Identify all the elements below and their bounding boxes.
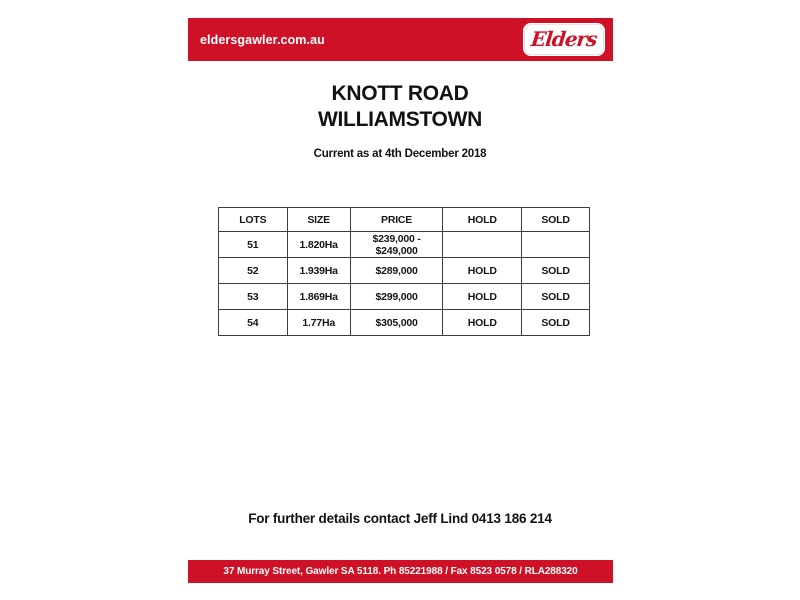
table-row-lot-54 bbox=[219, 310, 590, 336]
cell-price: $299,000 bbox=[350, 284, 443, 310]
current-as-at-date: Current as at 4th December 2018 bbox=[313, 148, 487, 160]
cell-lot: 52 bbox=[219, 258, 288, 284]
cell-size: 1.939Ha bbox=[287, 258, 350, 284]
cell-sold: SOLD bbox=[522, 310, 590, 336]
elders-logo bbox=[523, 23, 605, 56]
contact-line: For further details contact Jeff Lind 0413 186 214 bbox=[248, 511, 552, 526]
cell-sold: SOLD bbox=[522, 258, 590, 284]
cell-price: $289,000 bbox=[350, 258, 443, 284]
cell-hold: HOLD bbox=[443, 258, 522, 284]
table-row-lot-52 bbox=[219, 258, 590, 284]
footer-bar bbox=[188, 560, 613, 583]
website-url: eldersgawler.com.au bbox=[200, 32, 325, 47]
cell-price: $239,000 - $249,000 bbox=[350, 232, 443, 258]
cell-lot: 51 bbox=[219, 232, 288, 258]
elders-logo-text: Elders bbox=[530, 26, 599, 51]
cell-lot: 53 bbox=[219, 284, 288, 310]
cell-size: 1.869Ha bbox=[287, 284, 350, 310]
top-brand-bar bbox=[188, 18, 613, 61]
cell-price: $305,000 bbox=[350, 310, 443, 336]
table-row-lot-53 bbox=[219, 284, 590, 310]
cell-lot: 54 bbox=[219, 310, 288, 336]
cell-sold: SOLD bbox=[522, 284, 590, 310]
cell-hold bbox=[443, 232, 522, 258]
col-header-price: PRICE bbox=[350, 208, 443, 232]
cell-sold bbox=[522, 232, 590, 258]
col-header-lots: LOTS bbox=[219, 208, 288, 232]
page-title-line-1: KNOTT ROAD bbox=[331, 82, 469, 105]
table-header-row bbox=[219, 208, 590, 232]
table-row-lot-51 bbox=[219, 232, 590, 258]
title-block bbox=[0, 81, 800, 160]
footer-address: 37 Murray Street, Gawler SA 5118. Ph 85221988 / Fax 8523 0578 / RLA288320 bbox=[223, 566, 578, 577]
cell-size: 1.820Ha bbox=[287, 232, 350, 258]
col-header-sold: SOLD bbox=[522, 208, 590, 232]
page-title-line-2: WILLIAMSTOWN bbox=[318, 108, 482, 131]
col-header-size: SIZE bbox=[287, 208, 350, 232]
lots-table bbox=[218, 207, 590, 336]
col-header-hold: HOLD bbox=[443, 208, 522, 232]
cell-hold: HOLD bbox=[443, 310, 522, 336]
cell-size: 1.77Ha bbox=[287, 310, 350, 336]
cell-hold: HOLD bbox=[443, 284, 522, 310]
